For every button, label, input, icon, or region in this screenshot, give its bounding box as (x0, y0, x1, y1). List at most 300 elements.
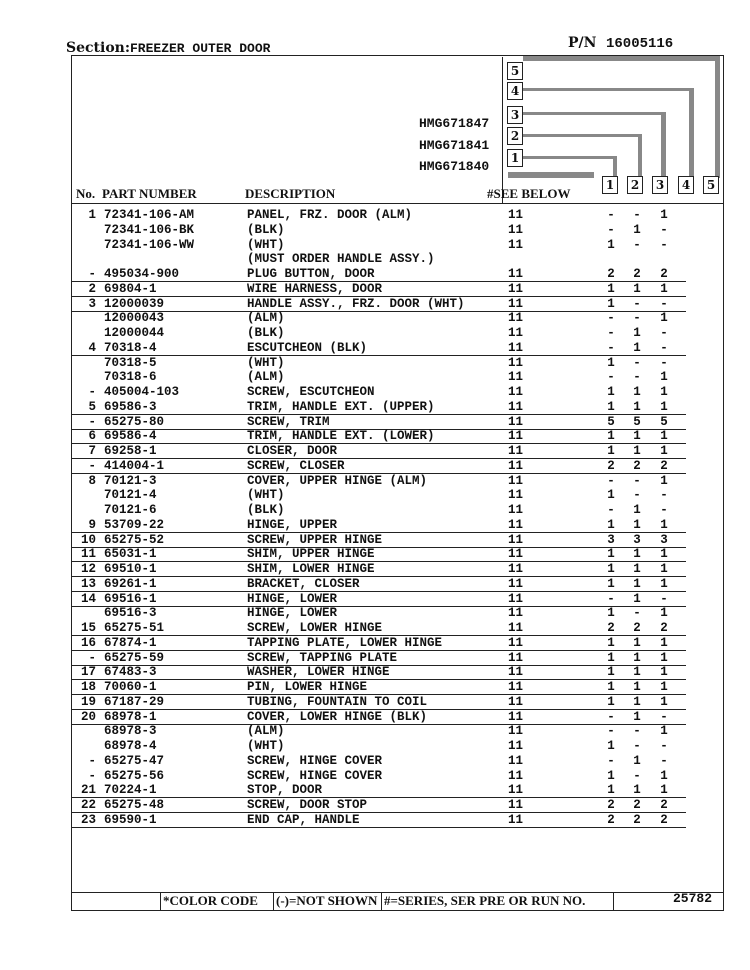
footer-not-shown: (-)=NOT SHOWN (276, 893, 378, 908)
stair-line-2 (523, 134, 640, 137)
part-number: 12000043 (104, 311, 165, 326)
table-row (71, 415, 686, 430)
qty-model-1: 1 (607, 783, 615, 798)
qty-model-3: 2 (660, 267, 668, 281)
part-number: 70318-4 (104, 340, 157, 355)
see-below-code: 11 (508, 665, 524, 680)
table-row (71, 444, 686, 459)
see-below-code: 11 (508, 680, 524, 694)
qty-model-1: - (607, 724, 615, 739)
qty-model-3: 1 (660, 473, 668, 488)
qty-model-2: 1 (633, 635, 641, 650)
table-row (71, 341, 686, 356)
qty-model-3: 1 (660, 665, 668, 680)
part-number: 69516-3 (104, 606, 157, 621)
table-row (71, 267, 686, 282)
table-row (0, 769, 750, 783)
qty-model-3: 1 (660, 606, 668, 621)
qty-model-2: 1 (633, 591, 641, 606)
model-number-2: HMG671841 (419, 138, 490, 153)
qty-model-3: 1 (660, 208, 668, 222)
table-row (0, 385, 750, 399)
table-row (0, 606, 750, 620)
item-number: 6 (88, 429, 96, 444)
part-number: 12000044 (104, 326, 165, 340)
see-below-code: 11 (508, 635, 524, 650)
part-description: HINGE, LOWER (247, 606, 338, 621)
qty-model-1: 1 (607, 576, 615, 591)
part-number: 69510-1 (104, 562, 157, 576)
see-below-code: 11 (508, 532, 524, 547)
see-below-code: 11 (508, 296, 524, 311)
qty-model-3: 1 (660, 311, 668, 326)
part-description: PIN, LOWER HINGE (247, 680, 368, 694)
part-number: 12000039 (104, 296, 165, 311)
item-number: 9 (88, 517, 96, 532)
qty-model-1: 1 (607, 547, 615, 562)
qty-model-1: 1 (607, 444, 615, 458)
model-box-3: 3 (507, 106, 523, 124)
see-below-code: 11 (508, 562, 524, 576)
qty-model-2: 1 (633, 517, 641, 532)
qty-model-1: 1 (607, 650, 615, 665)
table-row (0, 739, 750, 753)
part-description: SCREW, ESCUTCHEON (247, 385, 375, 399)
qty-model-3: - (660, 340, 668, 355)
part-description: SCREW, DOOR STOP (247, 798, 368, 812)
item-number: 3 (88, 296, 96, 311)
part-number: 65275-47 (104, 753, 165, 768)
part-number: 68978-1 (104, 709, 157, 724)
see-below-code: 11 (508, 370, 524, 385)
item-number: 14 (80, 591, 96, 606)
qty-model-1: 1 (607, 237, 615, 252)
model-box-4: 4 (507, 82, 523, 100)
item-number: - (88, 414, 96, 429)
qty-model-1: 1 (607, 680, 615, 694)
qty-model-1: 1 (607, 355, 615, 370)
table-row (0, 238, 750, 252)
table-row (71, 680, 686, 695)
stair-drop-3 (661, 112, 666, 178)
part-description: HINGE, UPPER (247, 517, 338, 532)
see-below-code: 11 (508, 724, 524, 739)
item-number: 17 (80, 665, 96, 680)
qty-model-3: - (660, 709, 668, 724)
item-number: - (88, 768, 96, 783)
footer-div-3 (381, 892, 382, 910)
table-row (71, 813, 686, 828)
qty-model-3: 5 (660, 414, 668, 429)
qty-model-2: - (633, 208, 641, 222)
qty-model-2: 2 (633, 812, 641, 827)
part-description: SCREW, HINGE COVER (247, 753, 383, 768)
table-row (0, 503, 750, 517)
qty-model-1: 1 (607, 517, 615, 532)
see-below-code: 11 (508, 326, 524, 340)
col-model-4: 4 (678, 176, 694, 194)
qty-model-3: - (660, 591, 668, 606)
part-number: 65275-52 (104, 532, 165, 547)
see-below-code: 11 (508, 621, 524, 635)
table-row (71, 651, 686, 666)
item-number: 7 (88, 444, 96, 458)
part-description: BRACKET, CLOSER (247, 576, 360, 591)
qty-model-3: 1 (660, 694, 668, 709)
stair-drop-2 (638, 134, 642, 178)
see-below-code: 11 (508, 606, 524, 621)
qty-model-1: 1 (607, 488, 615, 503)
qty-model-2: - (633, 768, 641, 783)
footer-div-4 (613, 892, 614, 910)
part-description: PLUG BUTTON, DOOR (247, 267, 375, 281)
table-row (71, 400, 686, 415)
part-number: 65275-51 (104, 621, 165, 635)
part-description: STOP, DOOR (247, 783, 323, 798)
qty-model-2: - (633, 488, 641, 503)
qty-model-3: 1 (660, 444, 668, 458)
item-number: 22 (80, 798, 96, 812)
item-number: 18 (80, 680, 96, 694)
model-box-5: 5 (507, 62, 523, 80)
part-number: 67483-3 (104, 665, 157, 680)
qty-model-3: 1 (660, 650, 668, 665)
qty-model-1: - (607, 753, 615, 768)
part-number: 69590-1 (104, 812, 157, 827)
part-number: 414004-1 (104, 458, 165, 473)
qty-model-3: 1 (660, 680, 668, 694)
part-description: (BLK) (247, 222, 285, 237)
qty-model-3: 1 (660, 281, 668, 296)
qty-model-1: 1 (607, 399, 615, 414)
footer-div-2 (273, 892, 274, 910)
qty-model-2: 1 (633, 576, 641, 591)
part-number: 70224-1 (104, 783, 157, 798)
see-below-code: 11 (508, 694, 524, 709)
see-below-code: 11 (508, 385, 524, 399)
qty-model-3: 1 (660, 547, 668, 562)
qty-model-1: 1 (607, 739, 615, 753)
item-number: - (88, 458, 96, 473)
qty-model-1: - (607, 208, 615, 222)
part-description: HINGE, LOWER (247, 591, 338, 606)
qty-model-2: - (633, 370, 641, 385)
stair-base (508, 172, 594, 178)
see-below-code: 11 (508, 798, 524, 812)
qty-model-3: 1 (660, 370, 668, 385)
qty-model-3: 1 (660, 768, 668, 783)
stair-line-4 (523, 88, 693, 91)
part-description: SCREW, UPPER HINGE (247, 532, 383, 547)
qty-model-3: 2 (660, 458, 668, 473)
qty-model-1: - (607, 709, 615, 724)
qty-model-2: 1 (633, 340, 641, 355)
qty-model-1: 1 (607, 635, 615, 650)
part-description: SCREW, TRIM (247, 414, 330, 429)
part-description: CLOSER, DOOR (247, 444, 338, 458)
qty-model-1: 1 (607, 606, 615, 621)
see-below-code: 11 (508, 414, 524, 429)
model-number-3: HMG671847 (419, 116, 490, 131)
table-row (71, 562, 686, 577)
section-title: FREEZER OUTER DOOR (130, 41, 271, 56)
table-row (0, 326, 750, 340)
qty-model-2: 5 (633, 414, 641, 429)
see-below-code: 11 (508, 267, 524, 281)
section-label: Section: (66, 40, 131, 56)
item-number: 5 (88, 399, 96, 414)
part-description: WASHER, LOWER HINGE (247, 665, 390, 680)
part-description: ESCUTCHEON (BLK) (247, 340, 368, 355)
qty-model-2: 1 (633, 665, 641, 680)
item-number: - (88, 650, 96, 665)
table-row (71, 547, 686, 562)
item-number: 21 (80, 783, 96, 798)
stair-line-5 (523, 56, 719, 61)
table-row (0, 474, 750, 488)
qty-model-1: 2 (607, 267, 615, 281)
table-row (71, 695, 686, 710)
part-number: 69586-4 (104, 429, 157, 444)
table-row (71, 665, 686, 680)
column-header-rule (71, 203, 724, 204)
item-number: 23 (80, 812, 96, 827)
part-number: 67874-1 (104, 635, 157, 650)
table-row (0, 311, 750, 325)
see-below-code: 11 (508, 458, 524, 473)
qty-model-3: - (660, 739, 668, 753)
qty-model-3: - (660, 488, 668, 503)
part-number: 69261-1 (104, 576, 157, 591)
part-description: HANDLE ASSY., FRZ. DOOR (WHT) (247, 296, 465, 311)
see-below-code: 11 (508, 429, 524, 444)
qty-model-2: 1 (633, 650, 641, 665)
table-row (71, 459, 686, 474)
see-below-code: 11 (508, 473, 524, 488)
part-description: TAPPING PLATE, LOWER HINGE (247, 635, 443, 650)
part-number: 69586-3 (104, 399, 157, 414)
qty-model-1: 3 (607, 532, 615, 547)
part-description: (BLK) (247, 503, 285, 517)
part-number: 69258-1 (104, 444, 157, 458)
qty-model-2: - (633, 606, 641, 621)
qty-model-1: - (607, 503, 615, 517)
part-description: TUBING, FOUNTAIN TO COIL (247, 694, 428, 709)
qty-model-2: 2 (633, 798, 641, 812)
part-number: 65275-59 (104, 650, 165, 665)
qty-model-1: 1 (607, 768, 615, 783)
see-below-code: 11 (508, 444, 524, 458)
qty-model-1: - (607, 311, 615, 326)
see-below-code: 11 (508, 783, 524, 798)
qty-model-3: 1 (660, 783, 668, 798)
part-number: 70060-1 (104, 680, 157, 694)
part-description: (WHT) (247, 739, 285, 753)
item-number: - (88, 385, 96, 399)
item-number: 1 (88, 208, 96, 222)
qty-model-2: 3 (633, 532, 641, 547)
qty-model-2: 1 (633, 709, 641, 724)
qty-model-3: - (660, 753, 668, 768)
table-row (71, 783, 686, 798)
qty-model-2: - (633, 739, 641, 753)
qty-model-2: 2 (633, 621, 641, 635)
pn-number: 16005116 (606, 36, 674, 52)
see-below-code: 11 (508, 355, 524, 370)
qty-model-2: 1 (633, 562, 641, 576)
qty-model-3: 1 (660, 429, 668, 444)
stair-drop-1 (613, 156, 617, 178)
qty-model-1: - (607, 473, 615, 488)
part-description: SCREW, HINGE COVER (247, 768, 383, 783)
see-below-code: 11 (508, 488, 524, 503)
qty-model-1: 2 (607, 812, 615, 827)
qty-model-3: 2 (660, 812, 668, 827)
see-below-code: 11 (508, 517, 524, 532)
qty-model-1: 1 (607, 385, 615, 399)
see-below-code: 11 (508, 503, 524, 517)
item-number: 4 (88, 340, 96, 355)
part-description: SCREW, CLOSER (247, 458, 345, 473)
table-row (71, 592, 686, 607)
col-model-2: 2 (627, 176, 643, 194)
pn-label: P/N (568, 35, 597, 51)
part-number: 53709-22 (104, 517, 165, 532)
table-row (0, 356, 750, 370)
part-description: (ALM) (247, 311, 285, 326)
qty-model-1: 5 (607, 414, 615, 429)
part-number: 68978-4 (104, 739, 157, 753)
qty-model-2: 1 (633, 783, 641, 798)
item-number: 2 (88, 281, 96, 296)
document-number: 25782 (673, 891, 713, 906)
qty-model-2: 1 (633, 680, 641, 694)
col-part-number: PART NUMBER (102, 186, 197, 201)
table-row (0, 488, 750, 502)
table-row (0, 724, 750, 738)
model-box-1: 1 (507, 149, 523, 167)
model-box-2: 2 (507, 127, 523, 145)
qty-model-3: 1 (660, 724, 668, 739)
qty-model-2: - (633, 473, 641, 488)
qty-model-1: 2 (607, 458, 615, 473)
qty-model-2: 1 (633, 547, 641, 562)
model-number-1: HMG671840 (419, 159, 490, 174)
qty-model-1: 1 (607, 429, 615, 444)
qty-model-2: 1 (633, 326, 641, 340)
item-number: 16 (80, 635, 96, 650)
part-number: 70318-6 (104, 370, 157, 385)
table-row (71, 533, 686, 548)
qty-model-3: 1 (660, 385, 668, 399)
part-number: 72341-106-BK (104, 222, 195, 237)
table-row (0, 754, 750, 768)
qty-model-2: 1 (633, 753, 641, 768)
part-number: 70121-4 (104, 488, 157, 503)
qty-model-3: 1 (660, 517, 668, 532)
part-number: 68978-3 (104, 724, 157, 739)
part-description: END CAP, HANDLE (247, 812, 360, 827)
qty-model-2: 1 (633, 694, 641, 709)
qty-model-2: - (633, 311, 641, 326)
table-row (71, 518, 686, 533)
stair-line-3 (523, 112, 665, 115)
qty-model-2: 1 (633, 222, 641, 237)
part-number: 405004-103 (104, 385, 180, 399)
qty-model-1: 2 (607, 798, 615, 812)
part-number: 69804-1 (104, 281, 157, 296)
part-number: 72341-106-AM (104, 208, 195, 222)
table-row (71, 429, 686, 444)
part-description: WIRE HARNESS, DOOR (247, 281, 383, 296)
part-number: 65275-48 (104, 798, 165, 812)
see-below-code: 11 (508, 709, 524, 724)
qty-model-1: 1 (607, 296, 615, 311)
qty-model-3: - (660, 296, 668, 311)
col-see-below: #SEE BELOW (487, 186, 571, 201)
table-row (71, 621, 686, 636)
part-number: 72341-106-WW (104, 237, 195, 252)
part-description: TRIM, HANDLE EXT. (LOWER) (247, 429, 435, 444)
qty-model-3: 2 (660, 798, 668, 812)
col-description: DESCRIPTION (245, 186, 336, 201)
table-row (0, 208, 750, 222)
qty-model-1: 1 (607, 281, 615, 296)
footer-series: #=SERIES, SER PRE OR RUN NO. (384, 893, 586, 908)
see-below-code: 11 (508, 753, 524, 768)
item-number: 11 (80, 547, 96, 562)
table-row (71, 577, 686, 592)
see-below-code: 11 (508, 208, 524, 222)
qty-model-1: 2 (607, 621, 615, 635)
qty-model-2: 1 (633, 503, 641, 517)
see-below-code: 11 (508, 768, 524, 783)
see-below-code: 11 (508, 650, 524, 665)
qty-model-1: - (607, 340, 615, 355)
qty-model-3: - (660, 237, 668, 252)
qty-model-2: 2 (633, 267, 641, 281)
part-description: (BLK) (247, 326, 285, 340)
col-model-5: 5 (703, 176, 719, 194)
see-below-code: 11 (508, 739, 524, 753)
see-below-code: 11 (508, 399, 524, 414)
part-description: COVER, LOWER HINGE (BLK) (247, 709, 428, 724)
table-row (71, 297, 686, 312)
table-row (0, 252, 750, 266)
item-number: 15 (80, 621, 96, 635)
qty-model-3: - (660, 503, 668, 517)
qty-model-3: 2 (660, 621, 668, 635)
qty-model-3: 1 (660, 399, 668, 414)
table-row (0, 223, 750, 237)
stair-line-1 (523, 156, 616, 159)
part-description: (MUST ORDER HANDLE ASSY.) (247, 252, 435, 267)
col-no: No. (76, 186, 96, 201)
item-number: 8 (88, 473, 96, 488)
part-description: SHIM, LOWER HINGE (247, 562, 375, 576)
see-below-code: 11 (508, 812, 524, 827)
part-description: (WHT) (247, 355, 285, 370)
qty-model-2: 1 (633, 385, 641, 399)
part-number: 69516-1 (104, 591, 157, 606)
part-number: 65275-56 (104, 768, 165, 783)
table-row (0, 370, 750, 384)
col-model-1: 1 (602, 176, 618, 194)
see-below-code: 11 (508, 576, 524, 591)
see-below-code: 11 (508, 237, 524, 252)
qty-model-3: - (660, 326, 668, 340)
qty-model-3: 3 (660, 532, 668, 547)
